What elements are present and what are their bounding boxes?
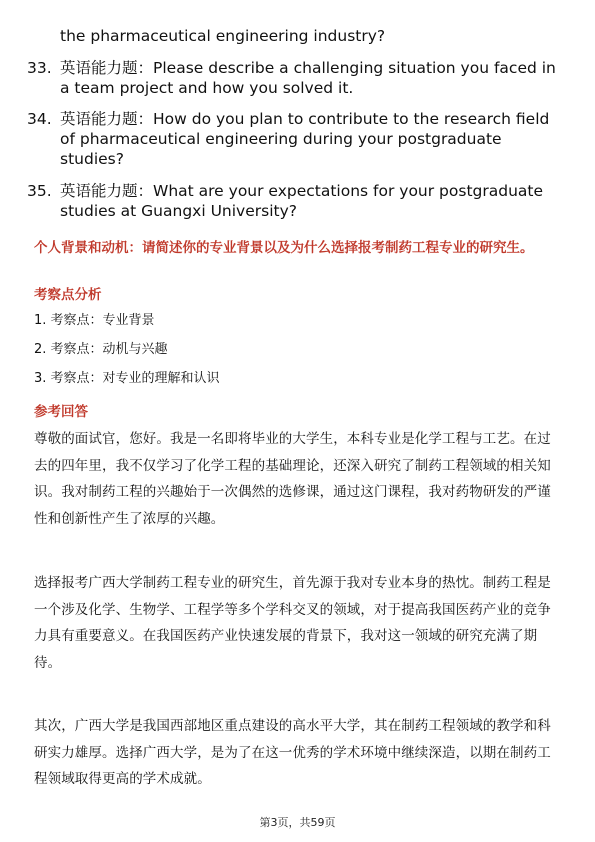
page-footer: 第3页，共59页 <box>259 816 336 829</box>
question-number: 35. <box>27 182 52 200</box>
question-number: 34. <box>27 110 52 128</box>
question-text: 英语能力题：Please describe a challenging situation you faced in a team project and how you solved it. <box>60 59 556 97</box>
question-32-continuation: the pharmaceutical engineering industry? <box>60 27 386 45</box>
question-text: 英语能力题：How do you plan to contribute to the research field of pharmaceutical engineering during your postgraduate studies? <box>60 110 550 168</box>
answer-paragraph: 选择报考广西大学制药工程专业的研究生，首先源于我对专业本身的热忱。制药工程是一个涉及化学、生物学、工程学等多个学科交叉的领域，对于提高我国医药产业的竞争力具有重要意义。在我国医药产业快速发展的背景下，我对这一领域的研究充满了期待。 <box>34 575 551 671</box>
answer-paragraph: 其次，广西大学是我国西部地区重点建设的高水平大学，其在制药工程领域的教学和科研实力雄厚。选择广西大学，是为了在这一优秀的学术环境中继续深造，以期在制药工程领域取得更高的学术成就。 <box>34 718 551 787</box>
answer-title: 参考回答 <box>34 404 88 420</box>
section-heading: 个人背景和动机：请简述你的专业背景以及为什么选择报考制药工程专业的研究生。 <box>34 240 534 256</box>
question-number: 33. <box>27 59 52 77</box>
analysis-title: 考察点分析 <box>34 287 102 303</box>
analysis-item: 3. 考察点：对专业的理解和认识 <box>34 371 220 386</box>
answer-paragraph: 尊敬的面试官，您好。我是一名即将毕业的大学生，本科专业是化学工程与工艺。在过去的四年里，我不仅学习了化学工程的基础理论，还深入研究了制药工程领域的相关知识。我对制药工程的兴趣始于一次偶然的选修课，通过这门课程，我对药物研发的严谨性和创新性产生了浓厚的兴趣。 <box>34 431 551 527</box>
analysis-item: 1. 考察点：专业背景 <box>34 313 155 328</box>
analysis-item: 2. 考察点：动机与兴趣 <box>34 342 168 357</box>
question-text: 英语能力题：What are your expectations for your postgraduate studies at Guangxi University? <box>60 182 544 220</box>
